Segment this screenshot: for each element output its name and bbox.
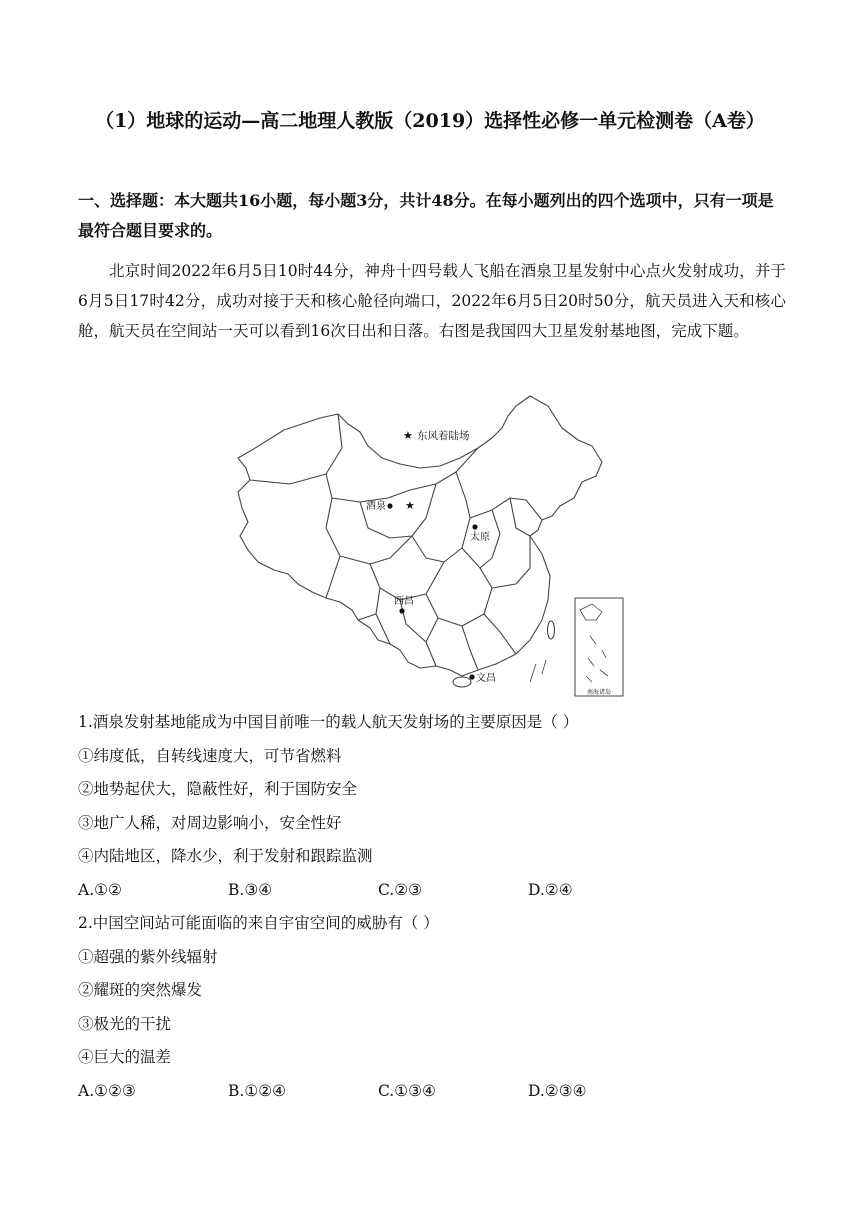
question-1-item: ①纬度低，自转线速度大，可节省燃料 [78,746,342,765]
launch-sites-map [230,388,636,700]
option-c[interactable]: C.②③ [378,880,423,899]
option-a[interactable]: A.①② [78,880,122,899]
option-c[interactable]: C.①③④ [378,1081,436,1100]
question-2-item: ④巨大的温差 [78,1048,172,1066]
taiwan-island [548,621,555,639]
taiyuan-dot [472,524,477,529]
jiuquan-dot [387,503,392,508]
question-2-item: ②耀斑的突然爆发 [78,981,203,999]
option-d[interactable]: D.②④ [528,880,573,899]
question-1-item: ④内陆地区，降水少，利于发射和跟踪监测 [78,847,373,865]
label-jiuquan: 酒泉 [366,501,386,512]
dongfeng-star-icon-2: ★ [405,499,415,512]
label-taiyuan: 太原 [470,532,490,543]
question-1-stem: 1.酒泉发射基地能成为中国目前唯一的载人航天发射场的主要原因是（ ） [78,713,579,731]
question-2-item: ①超强的紫外线辐射 [78,947,218,966]
label-wenchang: 文昌 [476,673,496,684]
dongfeng-star-icon: ★ [403,429,413,442]
question-2-options [78,1075,786,1109]
reading-passage: 北京时间2022年6月5日10时44分，神舟十四号载人飞船在酒泉卫星发射中心点火发射成功，并于6月5日17时42分，成功对接于天和核心舱径向端口，2022年6月5日20时50分，航天员进入天和核心舱，航天员在空间站一天可以看到16次日出和日落。右图是我国四大卫星发射基地图，完成下题。 [78,262,786,340]
page-title: （1）地球的运动—高二地理人教版（2019）选择性必修一单元检测卷（A卷） [95,110,765,132]
section-heading: 一、选择题：本大题共16小题，每小题3分，共计48分。在每小题列出的四个选项中，只有一项是最符合题目要求的。 [78,191,774,240]
option-a[interactable]: A.①②③ [78,1081,136,1100]
question-1-item: ③地广人稀，对周边影响小，安全性好 [78,813,342,832]
questions [78,706,786,1108]
hainan-island [453,677,471,687]
label-inset: 南海诸岛 [587,689,612,696]
option-b[interactable]: B.③④ [228,880,273,899]
label-xichang: 西昌 [394,596,414,607]
question-1-item: ②地势起伏大，隐蔽性好，利于国防安全 [78,780,358,798]
label-dongfeng: 东风着陆场 [417,430,470,442]
option-d[interactable]: D.②③④ [528,1081,587,1100]
question-2-item: ③极光的干扰 [78,1014,172,1033]
question-1-options [78,874,786,908]
south-china-sea-inset [575,598,623,696]
option-b[interactable]: B.①②④ [228,1081,287,1100]
xichang-dot [399,608,404,613]
question-2-stem: 2.中国空间站可能面临的来自宇宙空间的威胁有（ ） [78,914,439,932]
wenchang-dot [469,674,474,679]
